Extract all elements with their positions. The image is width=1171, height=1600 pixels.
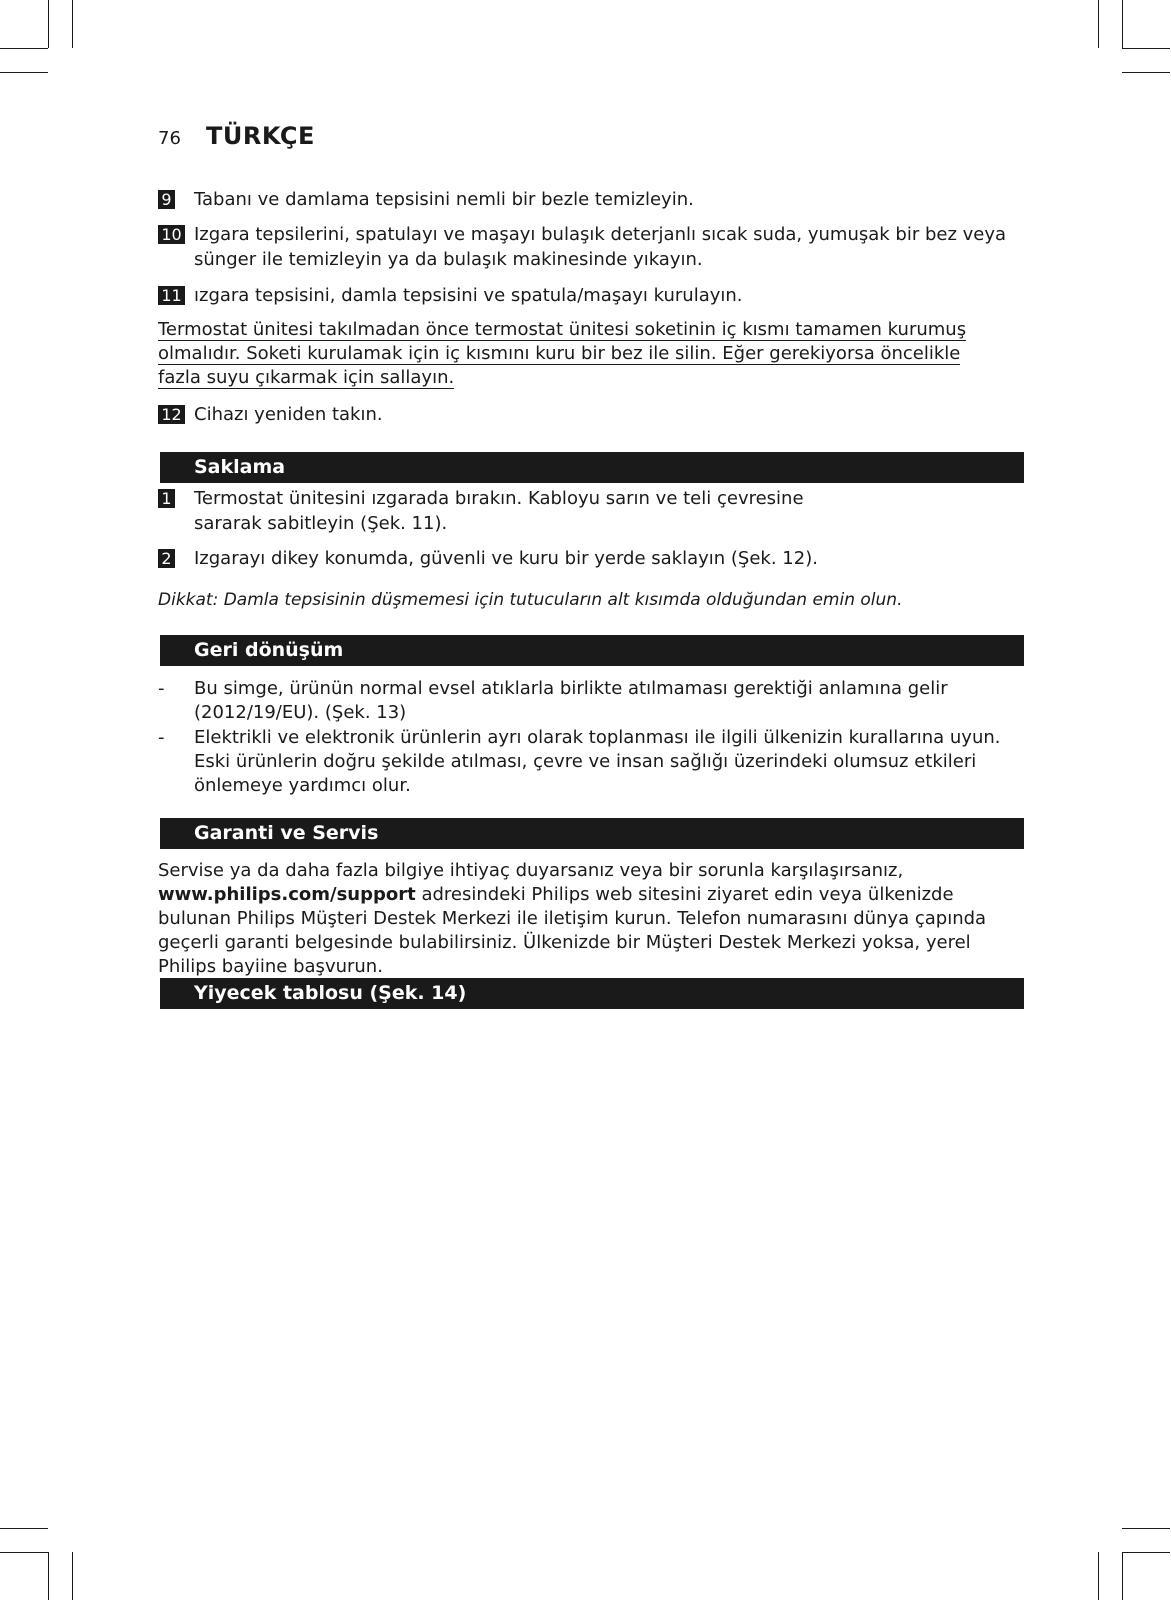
page-header bbox=[158, 122, 315, 150]
step-number: 11 bbox=[158, 286, 185, 305]
list-item bbox=[158, 726, 1026, 798]
crop-mark bbox=[1122, 1528, 1170, 1529]
crop-mark bbox=[0, 1552, 48, 1553]
step-text: Cihazı yeniden takın. bbox=[194, 404, 383, 425]
crop-mark bbox=[1122, 72, 1170, 73]
crop-mark bbox=[1122, 1552, 1123, 1600]
list-dash: - bbox=[158, 678, 165, 699]
crop-mark bbox=[0, 48, 48, 49]
step-item bbox=[158, 486, 858, 536]
section-heading-recycling: Geri dönüşüm bbox=[160, 635, 1024, 666]
page-number: 76 bbox=[158, 128, 181, 149]
crop-mark bbox=[1122, 48, 1170, 49]
crop-mark bbox=[1098, 1552, 1099, 1600]
warning-note bbox=[158, 318, 996, 390]
warning-note-text: Termostat ünitesi takılmadan önce termostat ünitesi soketinin iç kısmı tamamen kurumuş olmalıdır. Soketi kurulamak için iç kısmını kuru bir bez ile silin. Eğer gerekiyorsa öncelikle fazla suyu çıkarmak için sallayın. bbox=[158, 319, 967, 388]
step-item bbox=[158, 283, 1026, 308]
step-item bbox=[158, 222, 1026, 272]
crop-mark bbox=[0, 72, 48, 73]
crop-mark bbox=[1098, 0, 1099, 48]
step-number: 1 bbox=[158, 489, 175, 508]
list-item bbox=[158, 677, 1026, 725]
section-heading-storage: Saklama bbox=[160, 452, 1024, 483]
step-text: Tabanı ve damlama tepsisini nemli bir bezle temizleyin. bbox=[194, 189, 694, 210]
warranty-text-after: adresindeki Philips web sitesini ziyaret edin veya ülkenizde bulunan Philips Müşteri Destek Merkezi ile iletişim kurun. Telefon numarasını dünya çapında geçerli garanti belgesinde bulabilirsiniz. Ülkenizde bir Müşteri Destek Merkezi yoksa, yerel Philips bayiine başvurun. bbox=[158, 884, 987, 977]
crop-mark bbox=[72, 0, 73, 48]
step-item bbox=[158, 402, 1026, 427]
step-number: 2 bbox=[158, 549, 175, 568]
list-dash: - bbox=[158, 727, 165, 748]
step-text: Termostat ünitesini ızgarada bırakın. Kabloyu sarın ve teli çevresine sararak sabitleyin (Şek. 11). bbox=[194, 488, 804, 534]
list-item-text: Bu simge, ürünün normal evsel atıklarla birlikte atılmaması gerektiği anlamına gelir (2012/19/EU). (Şek. 13) bbox=[194, 678, 948, 723]
crop-mark bbox=[48, 1552, 49, 1600]
section-heading-food-table: Yiyecek tablosu (Şek. 14) bbox=[160, 978, 1024, 1009]
crop-mark bbox=[48, 0, 49, 48]
step-number: 12 bbox=[158, 405, 185, 424]
step-item bbox=[158, 546, 1026, 571]
crop-mark bbox=[0, 1528, 48, 1529]
caution-note: Dikkat: Damla tepsisinin düşmemesi için tutucuların alt kısımda olduğundan emin olun. bbox=[158, 590, 903, 610]
step-text: ızgara tepsisini, damla tepsisini ve spatula/maşayı kurulayın. bbox=[194, 285, 743, 306]
warranty-text-before: Servise ya da daha fazla bilgiye ihtiyaç duyarsanız veya bir sorunla karşılaşırsanız, bbox=[158, 860, 904, 881]
crop-mark bbox=[1122, 0, 1123, 48]
warranty-paragraph bbox=[158, 859, 1026, 979]
crop-mark bbox=[72, 1552, 73, 1600]
step-number: 9 bbox=[158, 190, 175, 209]
language-title: TÜRKÇE bbox=[206, 122, 315, 150]
section-heading-warranty: Garanti ve Servis bbox=[160, 818, 1024, 849]
step-number: 10 bbox=[158, 225, 185, 244]
step-text: Izgarayı dikey konumda, güvenli ve kuru bir yerde saklayın (Şek. 12). bbox=[194, 548, 818, 569]
crop-mark bbox=[1122, 1552, 1170, 1553]
list-item-text: Elektrikli ve elektronik ürünlerin ayrı olarak toplanması ile ilgili ülkenizin kurallarına uyun. Eski ürünlerin doğru şekilde atılması, çevre ve insan sağlığı üzerindeki olumsuz etkileri önlemeye yardımcı olur. bbox=[194, 727, 1001, 796]
support-link[interactable]: www.philips.com/support bbox=[158, 884, 416, 905]
step-item bbox=[158, 187, 1026, 212]
step-text: Izgara tepsilerini, spatulayı ve maşayı bulaşık deterjanlı sıcak suda, yumuşak bir bez veya sünger ile temizleyin ya da bulaşık makinesinde yıkayın. bbox=[194, 224, 1007, 270]
